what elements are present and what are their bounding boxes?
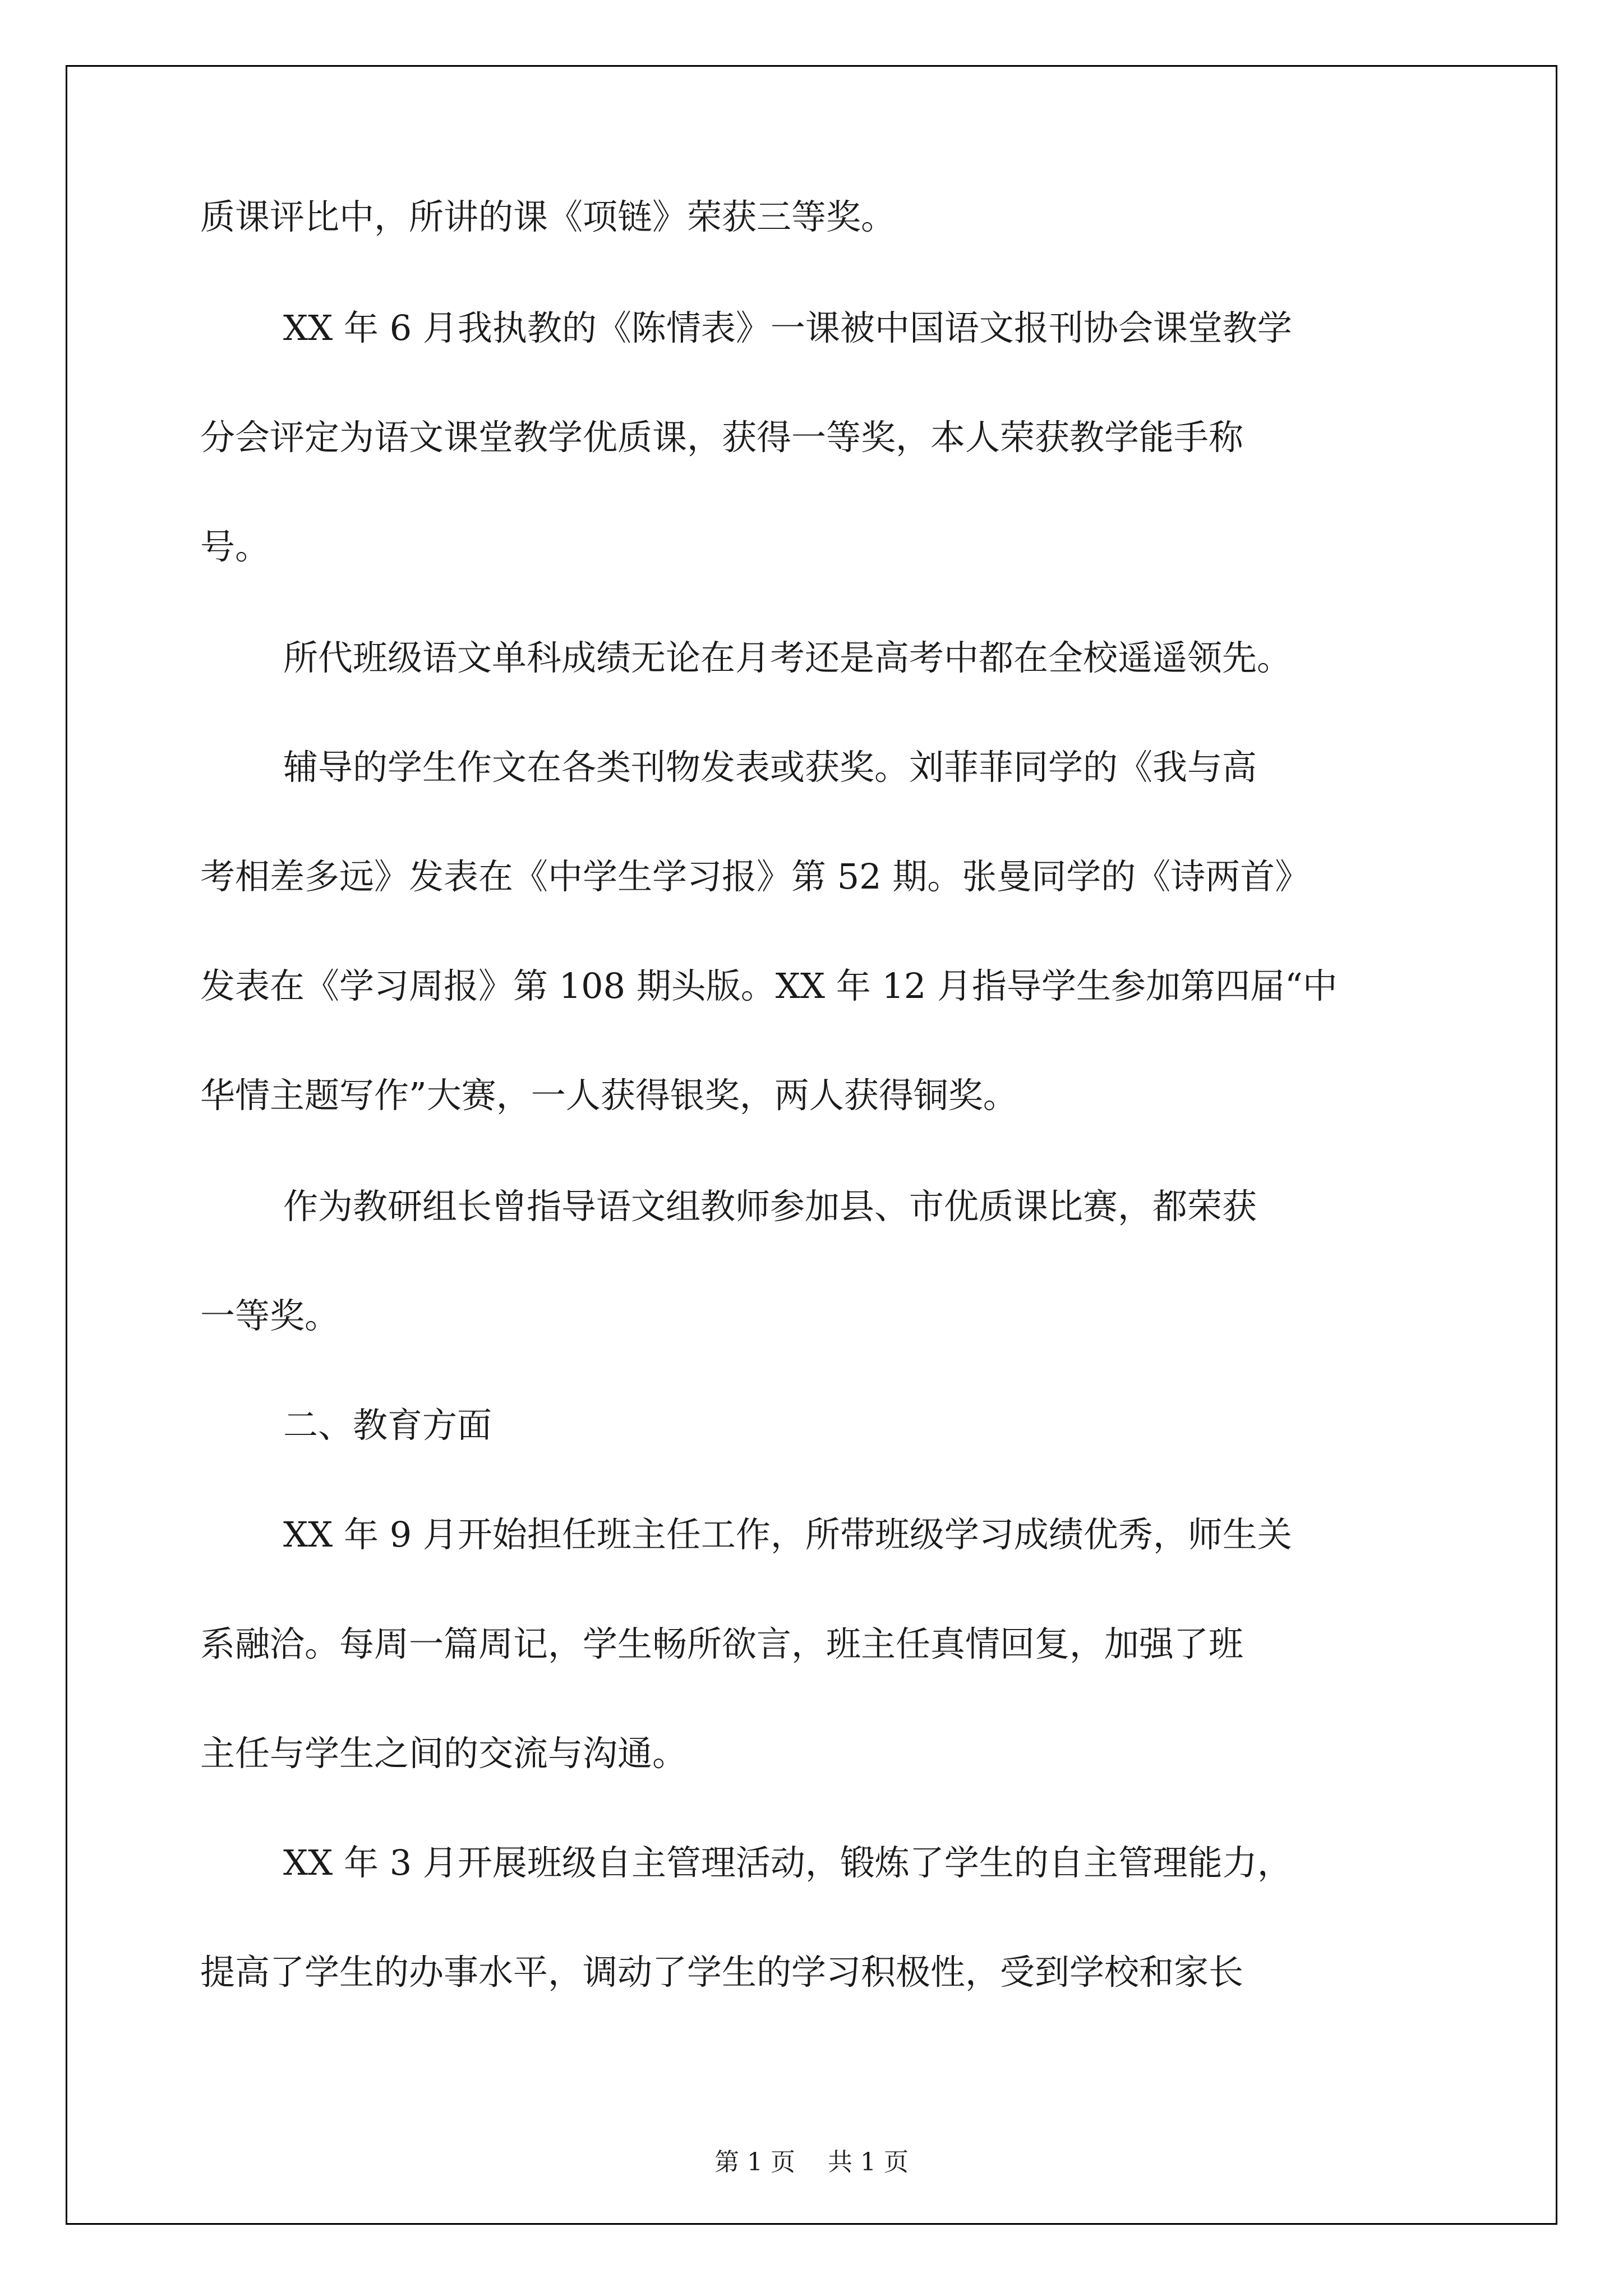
text-line: 发表在《学习周报》第 108 期头版。XX 年 12 月指导学生参加第四届“中: [200, 965, 1338, 1006]
text-line: 辅导的学生作文在各类刊物发表或获奖。刘菲菲同学的《我与高: [283, 747, 1257, 788]
text-line: XX 年 3 月开展班级自主管理活动，锻炼了学生的自主管理能力，: [283, 1842, 1292, 1883]
section-heading: 二、教育方面: [283, 1405, 492, 1446]
text-line: XX 年 9 月开始担任班主任工作，所带班级学习成绩优秀，师生关: [283, 1514, 1292, 1555]
text-line: 作为教研组长曾指导语文组教师参加县、市优质课比赛，都荣获: [283, 1186, 1257, 1227]
page-number-footer: 第 1 页 共 1 页: [714, 2148, 909, 2177]
text-line: 分会评定为语文课堂教学优质课，获得一等奖，本人荣获教学能手称: [200, 417, 1244, 458]
text-line: 华情主题写作”大赛，一人获得银奖，两人获得铜奖。: [200, 1075, 1018, 1116]
page-border: [66, 65, 1557, 2225]
text-line: 系融洽。每周一篇周记，学生畅所欲言，班主任真情回复，加强了班: [200, 1623, 1244, 1664]
text-line: 所代班级语文单科成绩无论在月考还是高考中都在全校遥遥领先。: [283, 637, 1292, 678]
text-line: 质课评比中，所讲的课《项链》荣获三等奖。: [200, 196, 896, 237]
text-line: 提高了学生的办事水平，调动了学生的学习积极性，受到学校和家长: [200, 1952, 1244, 1993]
text-line: 一等奖。: [200, 1295, 340, 1336]
text-line: 主任与学生之间的交流与沟通。: [200, 1733, 688, 1774]
text-line: 考相差多远》发表在《中学生学习报》第 52 期。张曼同学的《诗两首》: [200, 856, 1310, 897]
text-line: 号。: [200, 526, 270, 567]
text-line: XX 年 6 月我执教的《陈情表》一课被中国语文报刊协会课堂教学: [283, 307, 1292, 348]
